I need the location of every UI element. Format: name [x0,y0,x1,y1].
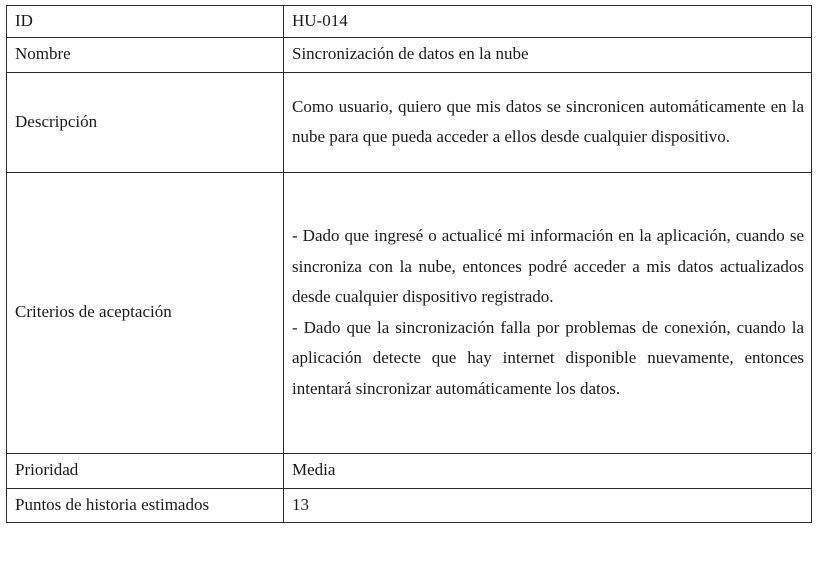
puntos-value: 13 [284,488,812,522]
user-story-table [6,5,812,523]
prioridad-label: Prioridad [7,453,284,488]
criterio-item: - Dado que ingresé o actualicé mi información en la aplicación, cuando se sincroniza con la nube, entonces podré acceder a mis datos actualizados desde cualquier dispositivo registrado. [292,226,804,306]
nombre-label: Nombre [7,37,284,72]
row-descripcion [7,72,812,172]
id-label: ID [7,6,284,38]
nombre-value: Sincronización de datos en la nube [284,37,812,72]
criterios-label: Criterios de aceptación [7,172,284,453]
prioridad-value: Media [284,453,812,488]
criterios-value [284,172,812,453]
criterio-item: - Dado que la sincronización falla por problemas de conexión, cuando la aplicación detecte que hay internet disponible nuevamente, entonces intentará sincronizar automáticamente los datos. [292,317,804,398]
row-nombre [7,37,812,72]
row-criterios [7,172,812,453]
row-prioridad [7,453,812,488]
row-id [7,6,812,38]
id-value: HU-014 [284,6,812,38]
puntos-label: Puntos de historia estimados [7,488,284,522]
descripcion-label: Descripción [7,72,284,172]
descripcion-value: Como usuario, quiero que mis datos se sincronicen automáticamente en la nube para que pueda acceder a ellos desde cualquier dispositivo. [284,72,812,172]
row-puntos [7,488,812,522]
